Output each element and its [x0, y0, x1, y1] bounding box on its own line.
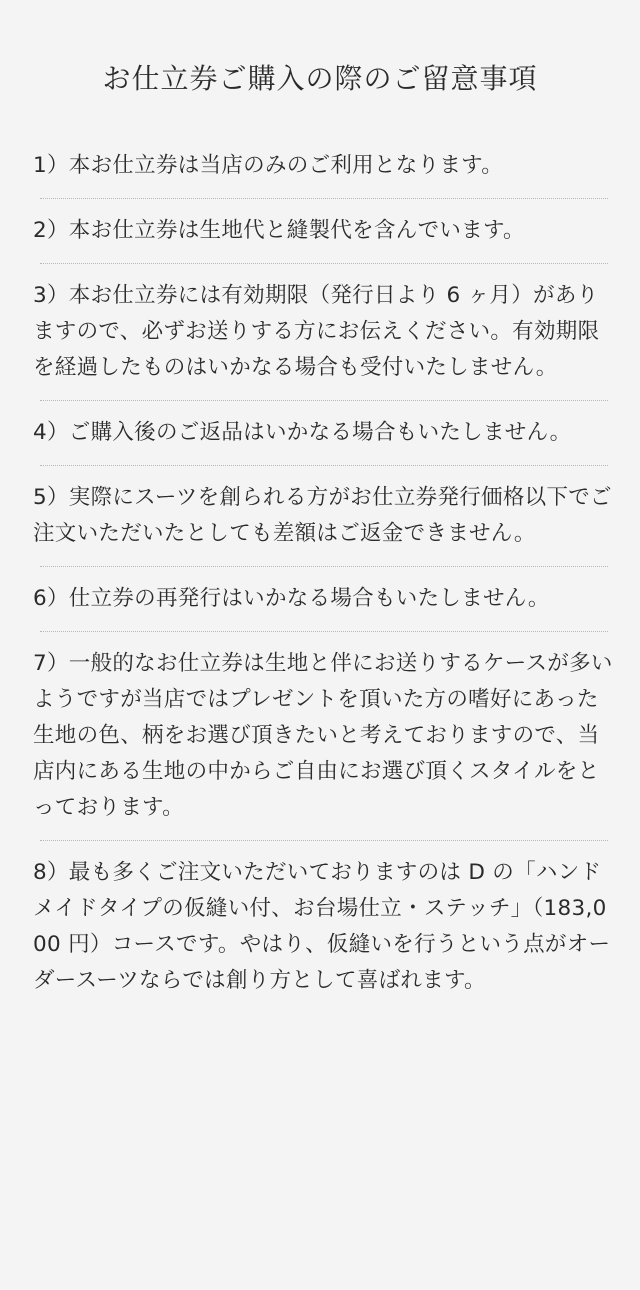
note-item-4: 4）ご購入後のご返品はいかなる場合もいたしません。	[33, 420, 572, 445]
note-item-7: 7）一般的なお仕立券は生地と伴にお送りするケースが多いようですが当店ではプレゼントを頂いた方の嗜好にあった生地の色、柄をお選び頂きたいと考えておりますので、当店内にある生地の中からご自由にお選び頂くスタイルをとっております。	[33, 651, 613, 820]
note-item-8: 8）最も多くご注文いただいておりますのは D の「ハンドメイドタイプの仮縫い付、お台場仕立・ステッチ」（183,000 円）コースです。やはり、仮縫いを行うという点がオーダースーツならでは創り方として喜ばれます。	[33, 860, 611, 993]
notes-list	[33, 136, 620, 1013]
note-item-6: 6）仕立券の再発行はいかなる場合もいたしません。	[33, 586, 550, 611]
note-item-3: 3）本お仕立券には有効期限（発行日より 6 ヶ月）がありますので、必ずお送りする方にお伝えください。有効期限を経過したものはいかなる場合も受付いたしません。	[33, 283, 600, 380]
note-item-2: 2）本お仕立券は生地代と縫製代を含んでいます。	[33, 218, 525, 243]
note-item-1: 1）本お仕立券は当店のみのご利用となります。	[33, 153, 504, 178]
note-item-5: 5）実際にスーツを創られる方がお仕立券発行価格以下でご注文いただいたとしても差額はご返金できません。	[33, 485, 612, 546]
page-title: お仕立券ご購入の際のご留意事項	[102, 62, 538, 95]
